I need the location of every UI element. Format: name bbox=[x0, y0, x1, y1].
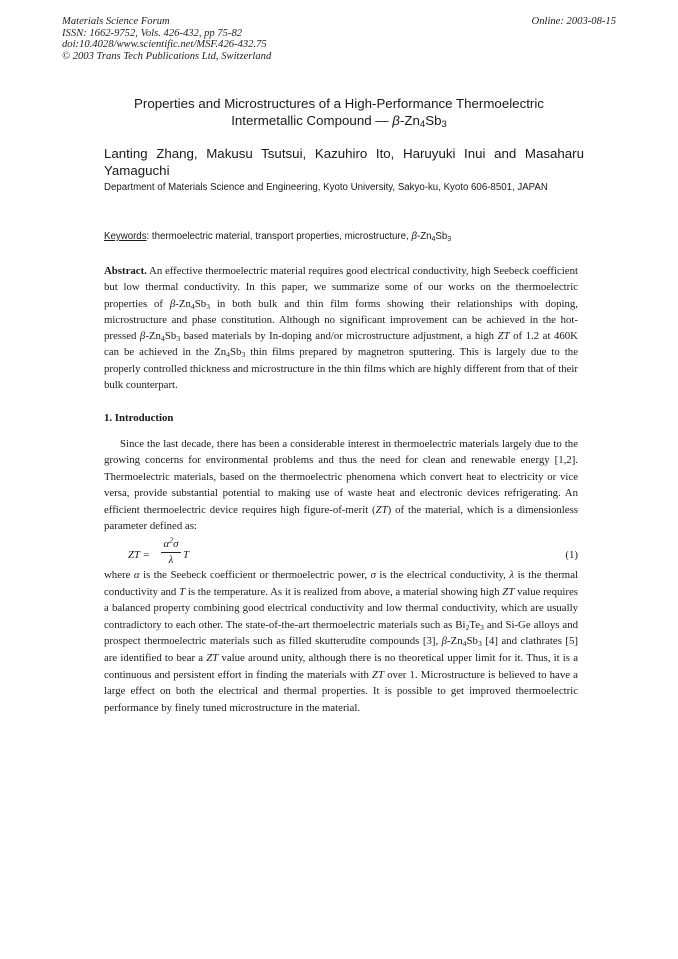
copyright-line: © 2003 Trans Tech Publications Ltd, Switzerland bbox=[62, 50, 272, 62]
fraction-denominator: λ bbox=[168, 554, 174, 566]
abstract: Abstract. An effective thermoelectric material requires good electrical conductivity, high Seebeck coefficient but low thermal conductivity. In this paper, we summarize some of our works on the thermoelectric properties of $\beta-Zn_4Sb_3$ in both bulk and thin film forms showing their relationships with doping, microstructure and phase constitution. Although no significant improvement can be achieved in the hot-pressed $\beta-Zn_4Sb_3$ based materials by In-doping and/or microstructure adjustment, a high ZT of 1.2 at 460K can be achieved in the $Zn_4Sb_3$ thin films prepared by magnetron sputtering. This is largely due to the properly controlled thickness and microstructure in the thin films which are highly different from that of their bulk counterpart. bbox=[104, 265, 579, 392]
title-line-2: Intermetallic Compound — $\beta-Zn_4Sb_3$ bbox=[231, 113, 447, 130]
equation-number: (1) bbox=[565, 549, 578, 561]
abstract-label: Abstract. bbox=[104, 265, 147, 277]
doi-line: doi:10.4028/www.scientific.net/MSF.426-432.75 bbox=[62, 39, 267, 50]
keywords: Keywords: thermoelectric material, transport properties, microstructure, $\beta-Zn_4Sb_3$ bbox=[104, 231, 452, 243]
journal-name: Materials Science Forum bbox=[62, 16, 170, 27]
equation-1 bbox=[128, 535, 578, 570]
equation-lhs: ZT = bbox=[128, 549, 150, 561]
equation-temperature: T bbox=[183, 549, 190, 561]
fraction-numerator: $\alpha^2\sigma$ bbox=[163, 535, 179, 550]
affiliation: Department of Materials Science and Engineering, Kyoto University, Sakyo-ku, Kyoto 606-8501, JAPAN bbox=[104, 182, 548, 193]
watermark bbox=[10, 180, 104, 318]
paper-title bbox=[90, 95, 588, 129]
author-list: Lanting Zhang, Makusu Tsutsui, Kazuhiro Ito, Haruyuki Inui and Masaharu Yamaguchi bbox=[104, 146, 584, 178]
issn-line: ISSN: 1662-9752, Vols. 426-432, pp 75-82 bbox=[62, 27, 243, 39]
section-heading: 1. Introduction bbox=[104, 412, 174, 424]
publication-info bbox=[62, 16, 271, 62]
keywords-label: Keywords bbox=[104, 231, 147, 242]
equation-fraction bbox=[161, 535, 181, 566]
title-line-1: Properties and Microstructures of a High-Performance Thermoelectric bbox=[134, 96, 544, 111]
online-date: Online: 2003-08-15 bbox=[531, 16, 616, 27]
intro-paragraph-2: where α is the Seebeck coefficient or thermoelectric power, σ is the electrical conductivity, λ is the thermal conductivity and T is the temperature. As it is realized from above, a material showing high ZT value requires a balanced property combining good electrical conductivity and low thermal conductivity, which are usually contradictory to each other. The state-of-the-art thermoelectric materials such as $Bi_2Te_3$ and Si-Ge alloys and prospect thermoelectric materials such as filled skutterudite compounds [3], $\beta-Zn_4Sb_3$ [4] and clathrates [5] are identified to bear a ZT value around unity, although there is no theoretical upper limit for it. Thus, it is a continuous and persistent effort in finding the materials with ZT over 1. Microstructure is believed to have a large effect on both the electrical and thermal properties. It is possible to get improved thermoelectric performance by finely tuned microstructure in the material. bbox=[104, 569, 578, 714]
intro-paragraph-1: Since the last decade, there has been a considerable interest in thermoelectric materials largely due to the growing concerns for environmental problems and thus the need for clean and renewable energy [1,2]. Thermoelectric materials, based on the thermoelectric phenomena which convert heat to electricity or vice versa, provide substantial potential to making use of waste heat and electronic devices refrigerating. An efficient thermoelectric device requires high figure-of-merit (ZT) of the material, which is a dimensionless parameter defined as: bbox=[104, 438, 578, 533]
